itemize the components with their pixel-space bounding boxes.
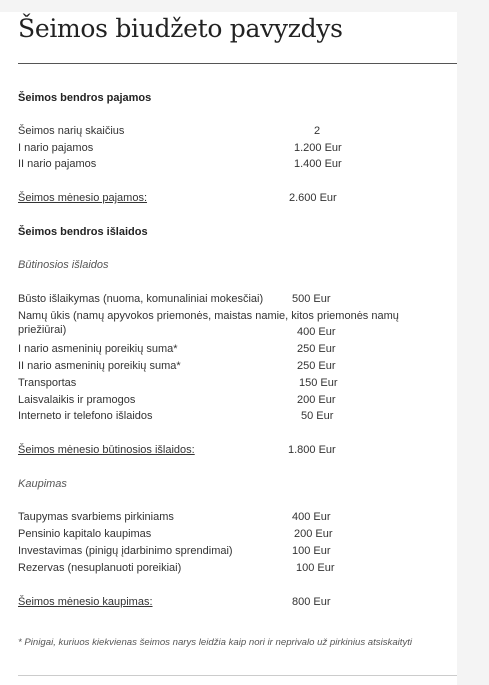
- savings-row-label: Pensinio kapitalo kaupimas: [18, 528, 152, 540]
- savings-row-value: 200 Eur: [294, 528, 333, 540]
- income-heading: Šeimos bendros pajamos: [18, 92, 152, 104]
- essential-expenses-total-value: 1.800 Eur: [288, 444, 336, 456]
- expense-row-value: 50 Eur: [301, 410, 334, 422]
- income-row-value: 1.200 Eur: [294, 142, 342, 154]
- income-row-value: 2: [314, 125, 321, 137]
- savings-total-label: Šeimos mėnesio kaupimas:: [18, 596, 153, 608]
- expense-row-value: 250 Eur: [297, 343, 336, 355]
- expenses-heading: Šeimos bendros išlaidos: [18, 226, 148, 238]
- income-row-value: 1.400 Eur: [294, 158, 342, 170]
- expense-row-value: 150 Eur: [299, 377, 338, 389]
- expense-row-label: Laisvalaikis ir pramogos: [18, 394, 136, 406]
- income-total-label: Šeimos mėnesio pajamos:: [18, 192, 148, 204]
- savings-row-value: 100 Eur: [296, 562, 335, 574]
- savings-row-label: Taupymas svarbiems pirkiniams: [18, 511, 174, 523]
- footnote: * Pinigai, kuriuos kiekvienas šeimos narys leidžia kaip nori ir neprivalo už pirkinius atsiskaityti: [18, 637, 413, 648]
- savings-row-value: 400 Eur: [292, 511, 331, 523]
- savings-subheading: Kaupimas: [18, 478, 67, 490]
- savings-total-line: [18, 595, 332, 609]
- expense-row-label: Būsto išlaikymas (nuoma, komunaliniai mokesčiai): [18, 293, 264, 305]
- expense-row-label: Transportas: [18, 377, 77, 389]
- income-row-label: I nario pajamos: [18, 142, 94, 154]
- savings-row-label: Investavimas (pinigų įdarbinimo sprendimai): [18, 545, 233, 557]
- page-title: Šeimos biudžeto pavyzdys: [18, 14, 343, 43]
- document-page: [0, 12, 457, 685]
- essential-expenses-total-label: Šeimos mėnesio būtinosios išlaidos:: [18, 444, 195, 456]
- essential-expenses-subheading: Būtinosios išlaidos: [18, 259, 109, 271]
- expense-row-label: II nario asmeninių poreikių suma*: [18, 360, 181, 372]
- expense-row-value: 200 Eur: [297, 394, 336, 406]
- title-divider: [18, 63, 457, 64]
- income-row-label: II nario pajamos: [18, 158, 97, 170]
- income-total-value: 2.600 Eur: [289, 192, 337, 204]
- expense-row-label: I nario asmeninių poreikių suma*: [18, 343, 178, 355]
- income-total-line: [18, 191, 338, 205]
- bottom-divider: [18, 675, 457, 676]
- expense-row-label: Interneto ir telefono išlaidos: [18, 410, 153, 422]
- savings-total-value: 800 Eur: [292, 596, 331, 608]
- income-row-label: Šeimos narių skaičius: [18, 125, 125, 137]
- savings-row-value: 100 Eur: [292, 545, 331, 557]
- savings-row-label: Rezervas (nesuplanuoti poreikiai): [18, 562, 182, 574]
- essential-expenses-total-line: [18, 443, 338, 457]
- expense-row-value: 250 Eur: [297, 360, 336, 372]
- expense-row-value: 500 Eur: [292, 293, 331, 305]
- expense-row-label: Namų ūkis (namų apyvokos priemonės, maistas namie, kitos priemonės namų priežiūrai): [18, 310, 399, 336]
- expense-row-value: 400 Eur: [297, 326, 336, 338]
